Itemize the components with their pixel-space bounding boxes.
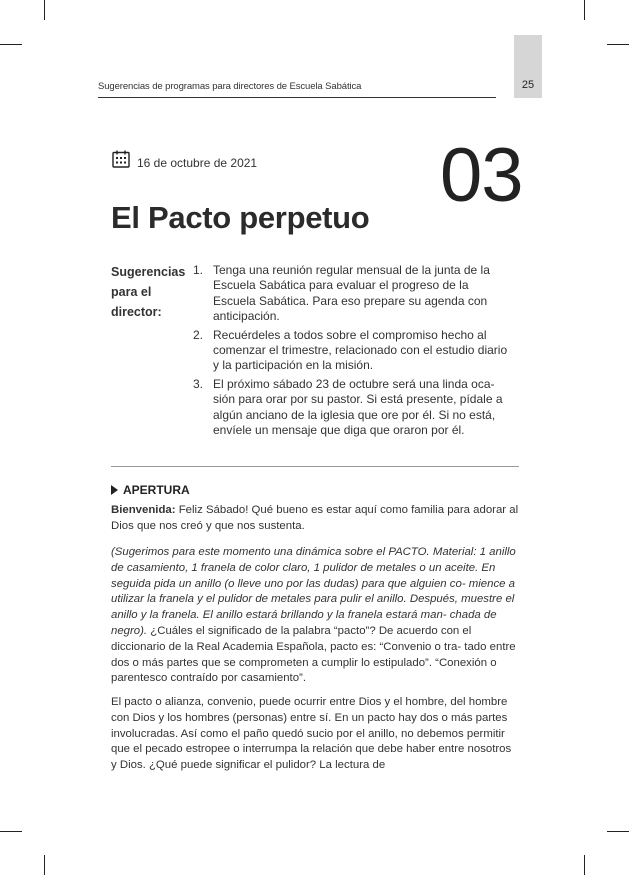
running-head: Sugerencias de programas para directores de Escuela Sabática — [98, 81, 362, 92]
crop-mark — [0, 44, 22, 45]
crop-mark — [0, 831, 22, 832]
section-heading-text: APERTURA — [123, 483, 190, 497]
list-item — [193, 377, 513, 439]
crop-mark — [584, 0, 585, 20]
list-item-text: Tenga una reunión regular mensual de la junta de la Escuela Sabática para evaluar el progreso de la Escuela Sabática. Para eso prepare su agenda con anticipación. — [213, 263, 490, 324]
list-item — [193, 263, 513, 325]
instruction-italic: (Sugerimos para este momento una dinámica sobre el PACTO. Material: 1 anillo de casamiento, 1 franela de color claro, 1 pulidor de metales o un aceite. En seguida pida un anillo (o lleve uno por las dudas) para que alguien co- mience a utilizar la franela y el pulidor de metales para pulir el anillo. Después, muestre el anillo y la franela. El anillo estará brillando y la franela estará man- chada de negro). — [111, 546, 516, 637]
page-title: El Pacto perpetuo — [111, 200, 370, 235]
director-tips-label: Sugerencias para el director: — [111, 265, 186, 319]
crop-mark — [44, 855, 45, 875]
list-item-text: El próximo sábado 23 de octubre será una linda oca- sión para orar por su pastor. Si está presente, pídale a algún anciano de la iglesia que ore por él. Si no está, envíele un mensaje que diga que oraron por él. — [213, 376, 503, 438]
crop-mark — [44, 0, 45, 20]
lesson-date: 16 de octubre de 2021 — [137, 156, 258, 170]
calendar-icon — [112, 150, 130, 168]
body-paragraph: El pacto o alianza, convenio, puede ocurrir entre Dios y el hombre, del hombre con Dios y los hombres (personas) entre sí. En un pacto hay dos o más partes involucradas. Así como el paño quedó sucio por el anillo, no debemos permitir que el pecado estropee o interrumpa la relación que debe haber entre nosotros y Dios. ¿Qué puede significar el pulidor? La lectura de — [111, 696, 512, 772]
list-item-number: 1. — [193, 263, 204, 277]
list-item-text: Recuérdeles a todos sobre el compromiso hecho al comenzar el trimestre, relacionado con el estudio diario y la participación en la misión. — [213, 327, 508, 373]
page-number: 25 — [521, 79, 535, 91]
welcome-text: Feliz Sábado! Qué bueno es estar aquí como familia para adorar al Dios que nos creó y que nos sustenta. — [111, 504, 519, 532]
director-tips-list — [193, 263, 513, 441]
section-heading — [111, 483, 190, 497]
triangle-right-icon — [111, 485, 118, 495]
crop-mark — [584, 855, 585, 875]
welcome-paragraph — [111, 503, 519, 535]
crop-mark — [607, 831, 629, 832]
crop-mark — [607, 44, 629, 45]
list-item-number: 2. — [193, 327, 204, 342]
list-item — [193, 328, 513, 374]
welcome-label: Bienvenida: — [111, 504, 176, 516]
header-divider — [98, 97, 496, 98]
lesson-number: 03 — [440, 133, 523, 218]
list-item-number: 3. — [193, 376, 204, 391]
instruction-paragraph — [111, 545, 519, 687]
instruction-text: ¿Cuáles el significado de la palabra “pacto”? De acuerdo con el diccionario de la Real Academia Española, pacto es: “Convenio o tra- tado entre dos o más partes que se comprometen a cumplir lo estipulado”. “Conexión o parentesco contraído por casamiento”. — [111, 624, 516, 685]
section-divider — [111, 466, 519, 467]
